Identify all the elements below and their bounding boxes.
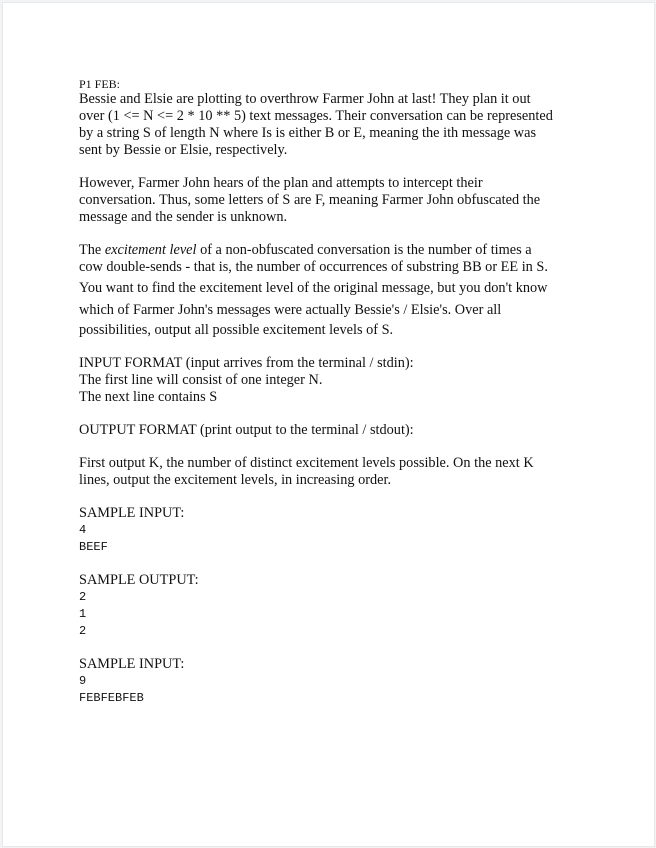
text-line: lines, output the excitement levels, in increasing order. (79, 472, 392, 488)
text-run: of a non-obfuscated conversation is the number of times a (196, 242, 532, 258)
document-content (79, 77, 579, 707)
sample-line: BEEF (79, 540, 108, 554)
text-line: However, Farmer John hears of the plan and attempts to intercept their (79, 175, 483, 191)
text-line: The next line contains S (79, 389, 218, 405)
text-line (79, 242, 579, 259)
sample-label: SAMPLE OUTPUT: (79, 572, 199, 588)
section-heading: OUTPUT FORMAT (print output to the terminal / stdout): (79, 422, 414, 438)
paragraph-farmer-john (79, 175, 579, 226)
input-format-section (79, 355, 579, 406)
text-line: Bessie and Elsie are plotting to overthrow Farmer John at last! They plan it out (79, 91, 531, 107)
sample-output-1 (79, 572, 579, 640)
text-run: The (79, 242, 105, 258)
emphasis-term: excitement level (104, 242, 197, 258)
text-line: message and the sender is unknown. (79, 209, 288, 225)
sample-input-1 (79, 505, 579, 556)
output-format-section (79, 455, 579, 489)
sample-line: 4 (79, 523, 87, 537)
paragraph-intro (79, 91, 579, 159)
text-line: over (1 <= N <= 2 * 10 ** 5) text messages. Their conversation can be represented (79, 108, 553, 124)
document-page (2, 2, 655, 847)
text-line: sent by Bessie or Elsie, respectively. (79, 142, 288, 158)
sample-line: 9 (79, 674, 87, 688)
section-heading: INPUT FORMAT (input arrives from the terminal / stdin): (79, 355, 414, 371)
text-line: You want to find the excitement level of the original message, but you don't know (79, 280, 548, 296)
sample-line: 2 (79, 624, 87, 638)
sample-input-2 (79, 656, 579, 707)
problem-title: P1 FEB: (79, 77, 121, 91)
text-line: possibilities, output all possible excitement levels of S. (79, 322, 394, 338)
sample-line: FEBFEBFEB (79, 691, 144, 705)
paragraph-excitement (79, 242, 579, 339)
text-line: The first line will consist of one integer N. (79, 372, 323, 388)
text-line: conversation. Thus, some letters of S are F, meaning Farmer John obfuscated the (79, 192, 541, 208)
text-line: First output K, the number of distinct excitement levels possible. On the next K (79, 455, 534, 471)
text-line: by a string S of length N where Is is either B or E, meaning the ith message was (79, 125, 537, 141)
text-line: which of Farmer John's messages were actually Bessie's / Elsie's. Over all (79, 302, 502, 318)
sample-line: 1 (79, 607, 87, 621)
sample-label: SAMPLE INPUT: (79, 656, 185, 672)
sample-line: 2 (79, 590, 87, 604)
sample-label: SAMPLE INPUT: (79, 505, 185, 521)
text-line: cow double-sends - that is, the number of occurrences of substring BB or EE in S. (79, 259, 548, 275)
